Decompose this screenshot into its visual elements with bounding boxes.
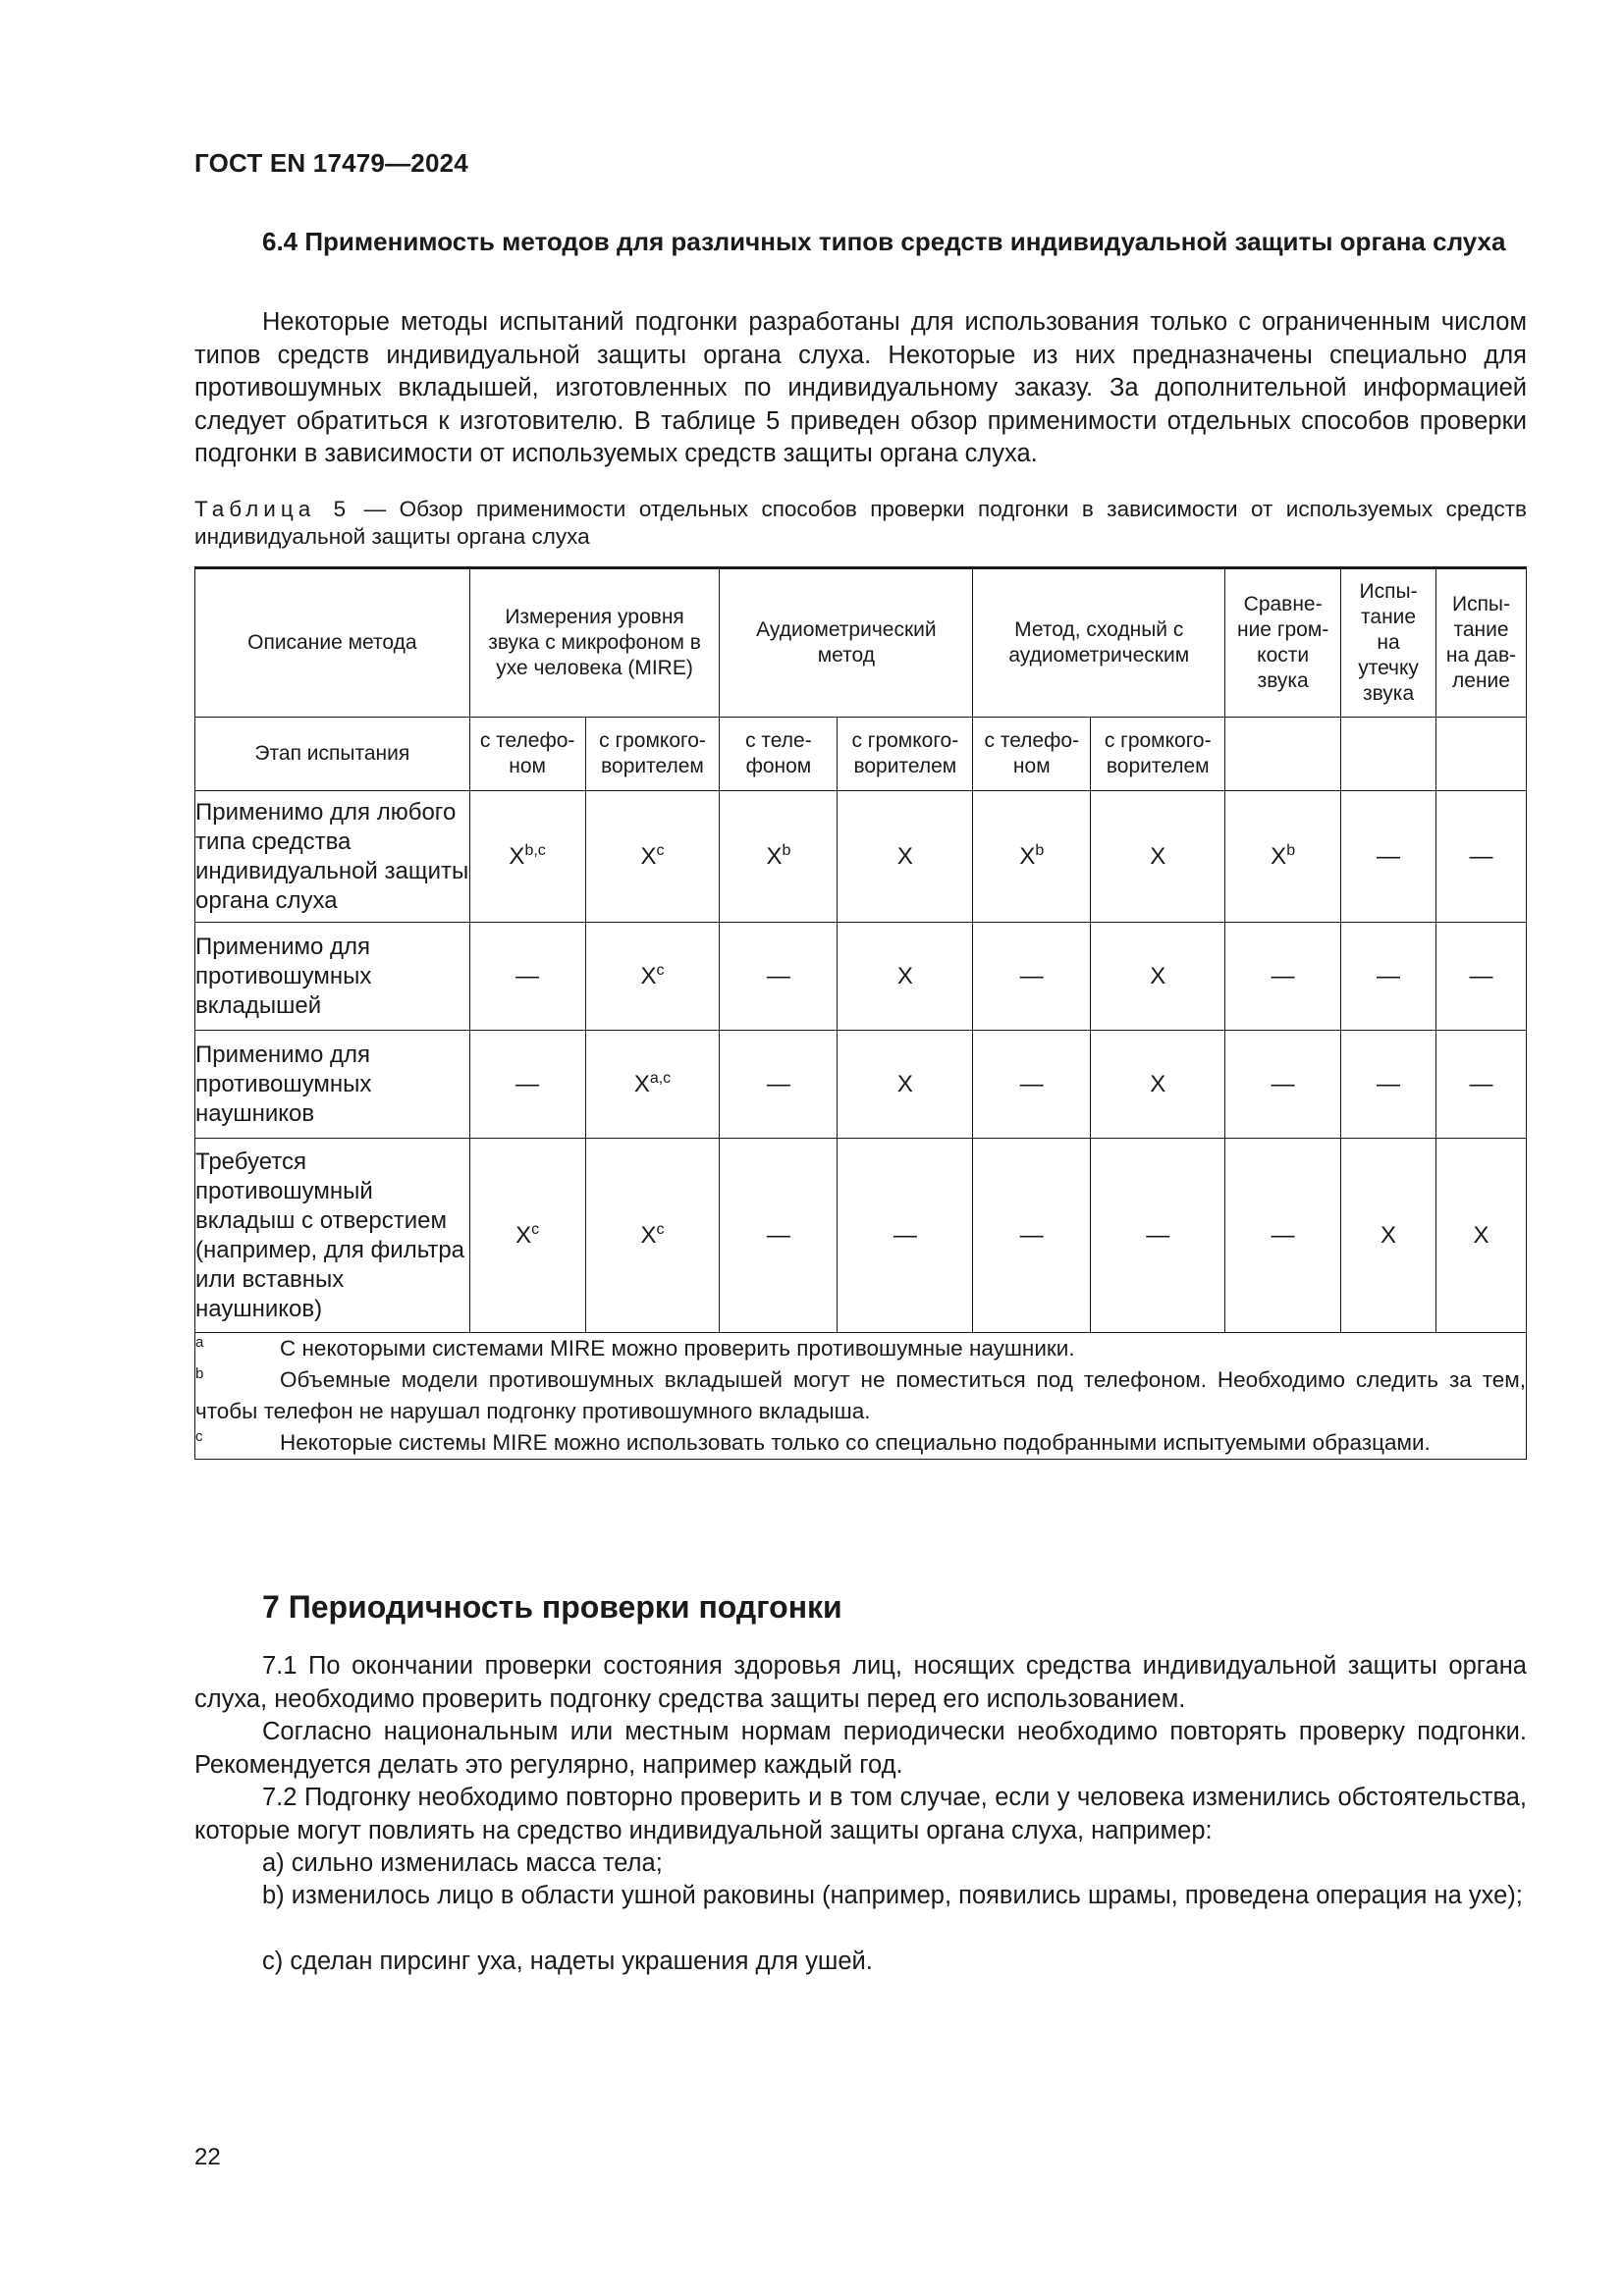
table-cell — [1225, 791, 1341, 923]
cell-mark: X — [896, 842, 913, 870]
section-7-p3-text: 7.2 Подгонку необходимо повторно проверить и в том случае, если у человека изменились обстоятельства, которые могут повлиять на средство индивидуальной защиты органа слуха, например: — [194, 1784, 1527, 1844]
list-item-c-text: c) сделан пирсинг уха, надеты украшения для ушей. — [262, 1948, 873, 1975]
cell-mark: X — [1380, 1221, 1397, 1249]
table-cell — [1225, 1031, 1341, 1139]
cell-mark: X — [1271, 842, 1287, 870]
section-6-4-paragraph — [194, 306, 1527, 471]
table-cell — [1436, 1031, 1527, 1139]
header-loudness: Сравне-ние гром-кости звука — [1225, 568, 1341, 718]
list-item-b — [194, 1880, 1527, 1913]
subheader-mire-speaker: с громкого-ворителем — [585, 718, 720, 791]
table-cell — [1341, 1031, 1436, 1139]
header-mire: Измерения уровня звука с микрофоном в ухе человека (MIRE) — [469, 568, 720, 718]
cell-mark: — — [1469, 962, 1493, 989]
cell-mark: X — [1473, 1221, 1489, 1249]
cell-mark: — — [766, 1070, 790, 1097]
cell-mark: X — [896, 962, 913, 989]
table-cell — [1091, 1139, 1225, 1333]
table-notes — [195, 1333, 1527, 1460]
table-subheader-row — [195, 718, 1527, 791]
footnote-mark: c — [195, 1428, 203, 1445]
table-notes-row — [195, 1333, 1527, 1460]
list-item-b-text: b) изменилось лицо в области ушной раковины (например, появились шрамы, проведена операция на ухе); — [262, 1882, 1523, 1909]
header-pressure: Испы-тание на дав-ление — [1436, 568, 1527, 718]
cell-mark: — — [1146, 1221, 1170, 1249]
header-similar: Метод, сходный с аудиометрическим — [973, 568, 1225, 718]
footnote-text: С некоторыми системами MIRE можно проверить противошумные наушники. — [280, 1336, 1075, 1361]
cell-mark: — — [1469, 1070, 1493, 1097]
cell-mark: — — [1019, 1070, 1044, 1097]
cell-footnote-ref: b,c — [524, 841, 546, 859]
subheader-leak-empty — [1341, 718, 1436, 791]
cell-footnote-ref: c — [656, 961, 665, 979]
table-cell — [469, 1139, 585, 1333]
cell-mark: X — [509, 842, 525, 870]
section-7-paragraph-3 — [194, 1782, 1527, 1847]
table-cell — [1091, 923, 1225, 1031]
cell-mark: X — [640, 962, 657, 989]
cell-mark: X — [1150, 842, 1166, 870]
subheader-loudness-empty — [1225, 718, 1341, 791]
cell-mark: X — [1150, 962, 1166, 989]
cell-mark: — — [1019, 1221, 1044, 1249]
table-cell — [1091, 1031, 1225, 1139]
cell-mark: X — [896, 1070, 913, 1097]
cell-mark: — — [1271, 1070, 1295, 1097]
cell-mark: X — [633, 1070, 650, 1097]
table-cell — [469, 1031, 585, 1139]
table-cell — [469, 791, 585, 923]
footnote-text: Некоторые системы MIRE можно использовать только со специально подобранными испытуемыми образцами. — [280, 1430, 1431, 1455]
cell-mark: — — [1377, 842, 1401, 870]
subheader-similar-phone: с телефо-ном — [973, 718, 1091, 791]
subheader-pressure-empty — [1436, 718, 1527, 791]
header-method: Описание метода — [195, 568, 470, 718]
table-cell — [720, 923, 838, 1031]
table-row — [195, 1139, 1527, 1333]
table-cell — [1436, 791, 1527, 923]
table-header-row — [195, 568, 1527, 718]
cell-mark: — — [1271, 962, 1295, 989]
table-row — [195, 1031, 1527, 1139]
table-5-body — [195, 791, 1527, 1333]
document-header: ГОСТ EN 17479—2024 — [194, 148, 468, 178]
cell-mark: X — [640, 1221, 657, 1249]
table-cell — [973, 1139, 1091, 1333]
table-cell — [838, 1031, 973, 1139]
table-5-caption-label: Таблица 5 — [194, 497, 352, 521]
table-cell — [720, 1031, 838, 1139]
table-footnote — [195, 1427, 1526, 1459]
section-7-p2-text: Согласно национальным или местным нормам периодически необходимо повторять проверку подгонки. Рекомендуется делать это регулярно, например каждый год. — [194, 1718, 1527, 1779]
table-5-caption — [194, 496, 1527, 551]
table-cell — [1436, 1139, 1527, 1333]
table-footnote — [195, 1364, 1526, 1427]
footnote-indent — [195, 1364, 280, 1396]
table-cell — [469, 923, 585, 1031]
table-cell — [973, 923, 1091, 1031]
table-cell — [1341, 923, 1436, 1031]
cell-mark: X — [640, 842, 657, 870]
row-label: Применимо для противошумных вкладышей — [195, 923, 470, 1031]
table-5 — [194, 566, 1527, 1460]
table-cell — [973, 791, 1091, 923]
cell-mark: X — [766, 842, 783, 870]
table-cell — [1341, 1139, 1436, 1333]
subheader-mire-phone: с телефо-ном — [469, 718, 585, 791]
section-7-paragraph-1 — [194, 1650, 1527, 1716]
section-7-paragraph-2 — [194, 1716, 1527, 1782]
section-6-4-paragraph-text: Некоторые методы испытаний подгонки разработаны для использования только с ограниченным числом типов средств индивидуальной защиты органа слуха. Некоторые из них предназначены специально для противошумных вкладышей, изготовленных по индивидуальному заказу. За дополнительной информацией следует обратиться к изготовителю. В таблице 5 приведен обзор применимости отдельных способов проверки подгонки в зависимости от используемых средств защиты органа слуха. — [194, 308, 1527, 467]
cell-mark: — — [1469, 842, 1493, 870]
section-7-p1-text: 7.1 По окончании проверки состояния здоровья лиц, носящих средства индивидуальной защиты органа слуха, необходимо проверить подгонку средства защиты перед его использованием. — [194, 1652, 1527, 1713]
table-cell — [1225, 1139, 1341, 1333]
footnote-indent — [195, 1427, 280, 1459]
cell-mark: — — [893, 1221, 917, 1249]
cell-footnote-ref: b — [1286, 841, 1296, 859]
list-item-a — [194, 1847, 1527, 1881]
table-cell — [973, 1031, 1091, 1139]
row-label: Требуется противошумный вкладыш с отверстием (например, для фильтра или вставных наушников) — [195, 1139, 470, 1333]
table-cell — [1225, 923, 1341, 1031]
cell-footnote-ref: b — [782, 841, 791, 859]
table-cell — [585, 791, 720, 923]
page-number: 22 — [194, 2144, 221, 2170]
list-item-a-text: a) сильно изменилась масса тела; — [262, 1849, 663, 1877]
footnote-mark: b — [195, 1365, 204, 1382]
table-cell — [585, 923, 720, 1031]
subheader-audio-speaker: с громкого-ворителем — [838, 718, 973, 791]
cell-mark: — — [1019, 962, 1044, 989]
footnote-indent — [195, 1333, 280, 1364]
cell-mark: — — [515, 962, 540, 989]
cell-mark: X — [1019, 842, 1036, 870]
subheader-similar-speaker: с громкого-ворителем — [1091, 718, 1225, 791]
cell-mark: — — [1271, 1221, 1295, 1249]
section-6-4-title: 6.4 Применимость методов для различных типов средств индивидуальной защиты органа слуха — [262, 227, 1506, 256]
header-audiometric: Аудиометрический метод — [720, 568, 973, 718]
cell-mark: — — [1377, 1070, 1401, 1097]
table-cell — [838, 923, 973, 1031]
cell-mark: — — [515, 1070, 540, 1097]
table-cell — [1091, 791, 1225, 923]
table-cell — [720, 1139, 838, 1333]
cell-mark: — — [766, 962, 790, 989]
cell-footnote-ref: a,c — [649, 1069, 672, 1087]
footnote-text: Объемные модели противошумных вкладышей могут не поместиться под телефоном. Необходимо следить за тем, чтобы телефон не нарушал подгонку противошумного вкладыша. — [195, 1367, 1526, 1423]
table-row — [195, 923, 1527, 1031]
footnote-mark: a — [195, 1334, 204, 1351]
table-cell — [585, 1031, 720, 1139]
table-cell — [585, 1139, 720, 1333]
section-7-title: 7 Периодичность проверки подгонки — [262, 1589, 842, 1625]
table-cell — [1436, 923, 1527, 1031]
list-item-c — [194, 1946, 1527, 1979]
row-label: Применимо для противошумных наушников — [195, 1031, 470, 1139]
cell-footnote-ref: c — [656, 1220, 665, 1238]
cell-mark: X — [1150, 1070, 1166, 1097]
table-footnote — [195, 1333, 1526, 1364]
table-cell — [838, 791, 973, 923]
table-cell — [1341, 791, 1436, 923]
cell-mark: — — [766, 1221, 790, 1249]
header-leak: Испы-тание на утечку звука — [1341, 568, 1436, 718]
table-row — [195, 791, 1527, 923]
cell-mark: — — [1377, 962, 1401, 989]
cell-footnote-ref: c — [656, 841, 665, 859]
header-stage: Этап испытания — [195, 718, 470, 791]
table-cell — [720, 791, 838, 923]
subheader-audio-phone: с теле-фоном — [720, 718, 838, 791]
table-cell — [838, 1139, 973, 1333]
cell-mark: X — [515, 1221, 532, 1249]
cell-footnote-ref: c — [531, 1220, 540, 1238]
cell-footnote-ref: b — [1035, 841, 1045, 859]
table-5-caption-text: — Обзор применимости отдельных способов проверки подгонки в зависимости от используемых средств индивидуальной защиты органа слуха — [194, 497, 1527, 549]
row-label: Применимо для любого типа средства индивидуальной защиты органа слуха — [195, 791, 470, 923]
